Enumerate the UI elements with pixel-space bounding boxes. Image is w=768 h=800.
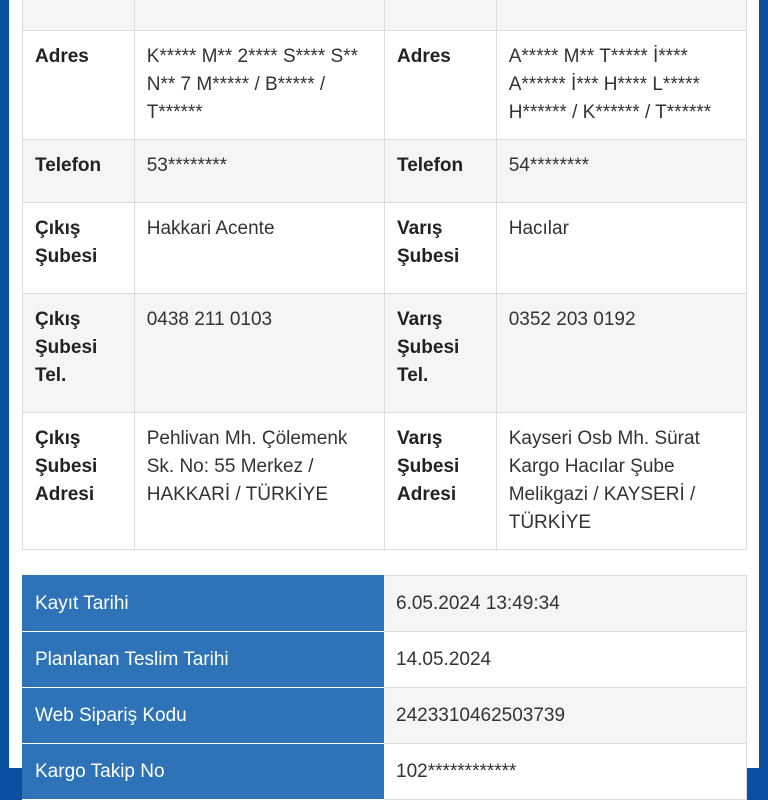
origin-branch-address-label: Çıkış Şubesi Adresi <box>23 413 135 550</box>
destination-branch-address-label: Varış Şubesi Adresi <box>385 413 497 550</box>
table-row <box>23 632 747 688</box>
receiver-label <box>385 0 497 31</box>
receiver-phone-label: Telefon <box>385 140 497 203</box>
shipment-details-panel <box>9 0 759 782</box>
receiver-value <box>496 0 746 31</box>
destination-branch-phone-value[interactable]: 0352 203 0192 <box>496 294 746 413</box>
cargo-tracking-number-value: 102************ <box>384 744 747 800</box>
table-row <box>23 31 747 140</box>
table-row <box>23 0 747 31</box>
sender-label <box>23 0 135 31</box>
sender-value <box>134 0 384 31</box>
receiver-address-label: Adres <box>385 31 497 140</box>
table-row <box>23 744 747 800</box>
origin-branch-address-value: Pehlivan Mh. Çölemenk Sk. No: 55 Merkez / HAKKARİ / TÜRKİYE <box>134 413 384 550</box>
destination-branch-label: Varış Şubesi <box>385 203 497 294</box>
sender-phone-label: Telefon <box>23 140 135 203</box>
sender-address-value: K***** M** 2**** S**** S** N** 7 M***** / B***** / T****** <box>134 31 384 140</box>
cargo-tracking-number-label: Kargo Takip No <box>23 744 384 800</box>
receiver-phone-value: 54******** <box>496 140 746 203</box>
sender-phone-value: 53******** <box>134 140 384 203</box>
web-order-code-value: 2423310462503739 <box>384 688 747 744</box>
receiver-address-value: A***** M** T***** İ**** A****** İ*** H**** L***** H****** / K****** / T****** <box>496 31 746 140</box>
web-order-code-label: Web Sipariş Kodu <box>23 688 384 744</box>
table-row <box>23 203 747 294</box>
registration-date-label: Kayıt Tarihi <box>23 576 384 632</box>
table-row <box>23 576 747 632</box>
planned-delivery-date-value: 14.05.2024 <box>384 632 747 688</box>
destination-branch-phone-label: Varış Şubesi Tel. <box>385 294 497 413</box>
registration-date-value: 6.05.2024 13:49:34 <box>384 576 747 632</box>
sender-address-label: Adres <box>23 31 135 140</box>
origin-branch-phone-value[interactable]: 0438 211 0103 <box>134 294 384 413</box>
table-row <box>23 140 747 203</box>
destination-branch-address-value: Kayseri Osb Mh. Sürat Kargo Hacılar Şube Melikgazi / KAYSERİ / TÜRKİYE <box>496 413 746 550</box>
origin-branch-phone-label: Çıkış Şubesi Tel. <box>23 294 135 413</box>
table-row <box>23 688 747 744</box>
sender-receiver-table <box>22 0 747 550</box>
table-row <box>23 294 747 413</box>
table-row <box>23 413 747 550</box>
tracking-info-table <box>22 575 747 800</box>
destination-branch-value: Hacılar <box>496 203 746 294</box>
planned-delivery-date-label: Planlanan Teslim Tarihi <box>23 632 384 688</box>
origin-branch-label: Çıkış Şubesi <box>23 203 135 294</box>
origin-branch-value: Hakkari Acente <box>134 203 384 294</box>
